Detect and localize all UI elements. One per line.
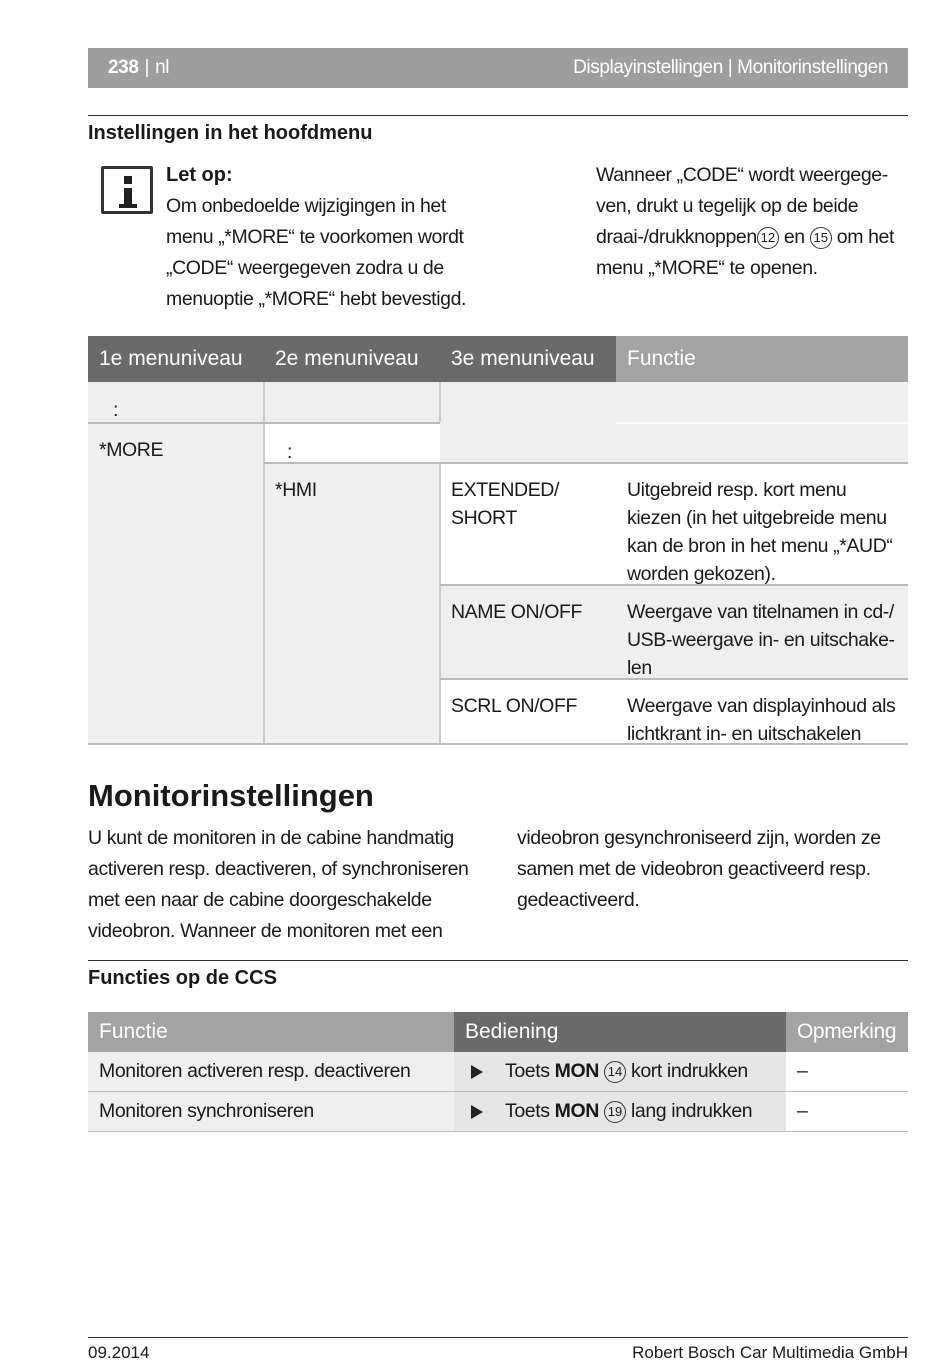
ccs-functions-table bbox=[88, 1012, 908, 1132]
text-line: U kunt de monitoren in de cabine handmatig bbox=[88, 827, 454, 849]
monitor-text-left bbox=[88, 823, 508, 947]
text-line bbox=[596, 222, 916, 253]
table-row bbox=[88, 1052, 908, 1092]
menu-level3-option: SCRL ON/OFF bbox=[451, 695, 577, 717]
text-line: menu „*MORE“ te openen. bbox=[596, 257, 818, 279]
text-line: videobron. Wanneer de monitoren met een bbox=[88, 920, 443, 942]
text-line: ven, drukt u tegelijk op de beide bbox=[596, 195, 859, 217]
info-icon bbox=[101, 166, 153, 214]
knob-number-badge: 15 bbox=[810, 227, 832, 249]
section-heading-ccs: Functies op de CCS bbox=[88, 967, 277, 989]
column-header: 2e menuniveau bbox=[264, 336, 440, 382]
knob-number-badge: 12 bbox=[757, 227, 779, 249]
menu-level3-option: NAME ON/OFF bbox=[451, 601, 583, 623]
note-line: menuoptie „*MORE“ hebt bevestigd. bbox=[166, 288, 467, 310]
ccs-function-cell: Monitoren synchroniseren bbox=[88, 1092, 454, 1131]
ccs-remark-cell: – bbox=[786, 1052, 908, 1091]
text-fragment: kort indrukken bbox=[625, 1060, 748, 1082]
table-row bbox=[88, 1092, 908, 1132]
section-heading-main-menu: Instellingen in het hoofdmenu bbox=[88, 122, 373, 144]
menu-level1-colon: : bbox=[113, 399, 119, 421]
menu-level2-colon: : bbox=[287, 441, 293, 463]
menu-level3-option: EXTENDED/ SHORT bbox=[451, 479, 560, 529]
key-label: MON bbox=[554, 1060, 599, 1082]
text-line: videobron gesynchroniseerd zijn, worden ze bbox=[517, 827, 881, 849]
key-number-badge: 14 bbox=[604, 1061, 626, 1083]
column-header: Functie bbox=[616, 336, 908, 382]
text-fragment: draai-/drukknoppen bbox=[596, 226, 757, 248]
ccs-operation-cell bbox=[454, 1092, 786, 1131]
page-number: 238 bbox=[108, 57, 139, 78]
footer-company: Robert Bosch Car Multimedia GmbH bbox=[632, 1343, 908, 1362]
menu-level1-more: *MORE bbox=[99, 439, 164, 461]
bullet-triangle-icon bbox=[471, 1065, 483, 1079]
footer-date: 09.2014 bbox=[88, 1343, 150, 1362]
footer-divider bbox=[88, 1337, 908, 1338]
note-box bbox=[166, 160, 486, 315]
note-line: menu „*MORE“ te voorkomen wordt bbox=[166, 226, 464, 248]
menu-table-header bbox=[88, 336, 908, 382]
text-line: gedeactiveerd. bbox=[517, 889, 640, 911]
monitor-text-right bbox=[517, 823, 917, 916]
key-number-badge: 19 bbox=[604, 1101, 626, 1123]
ccs-function-cell: Monitoren activeren resp. deactiveren bbox=[88, 1052, 454, 1091]
text-line: samen met de videobron geactiveerd resp. bbox=[517, 858, 871, 880]
menu-function-text: Uitgebreid resp. kort menu kiezen (in het uitgebreide menu kan de bron in het menu „*AUD“ worden gekozen). bbox=[627, 479, 893, 585]
section-title-monitor: Monitorinstellingen bbox=[88, 778, 374, 813]
section-path: Displayinstellingen | Monitorinstellingen bbox=[573, 57, 888, 78]
header-separator: | bbox=[144, 57, 150, 78]
column-header: Bediening bbox=[454, 1012, 786, 1052]
column-header: 1e menuniveau bbox=[88, 336, 264, 382]
ccs-table-header bbox=[88, 1012, 908, 1052]
ccs-operation-cell bbox=[454, 1052, 786, 1091]
column-header: 3e menuniveau bbox=[440, 336, 616, 382]
column-header: Functie bbox=[88, 1012, 454, 1052]
text-fragment: en bbox=[778, 226, 810, 248]
text-line: Wanneer „CODE“ wordt weergege- bbox=[596, 164, 888, 186]
text-fragment: Toets bbox=[505, 1060, 555, 1082]
ccs-remark-cell: – bbox=[786, 1092, 908, 1131]
text-fragment: Toets bbox=[505, 1100, 555, 1122]
menu-function-text: Weergave van displayinhoud als lichtkrant in- en uitschakelen bbox=[627, 695, 896, 745]
note-line: „CODE“ weergegeven zodra u de bbox=[166, 257, 444, 279]
language-code: nl bbox=[155, 57, 170, 78]
column-header: Opmerking bbox=[786, 1012, 908, 1052]
note-line: Om onbedoelde wijzigingen in het bbox=[166, 195, 446, 217]
text-line: met een naar de cabine doorgeschakelde bbox=[88, 889, 432, 911]
text-fragment: om het bbox=[831, 226, 894, 248]
bullet-triangle-icon bbox=[471, 1105, 483, 1119]
note-title: Let op: bbox=[166, 164, 233, 186]
text-line: activeren resp. deactiveren, of synchroniseren bbox=[88, 858, 469, 880]
menu-table bbox=[88, 336, 908, 746]
menu-level2-hmi: *HMI bbox=[275, 479, 317, 501]
text-fragment: lang indrukken bbox=[625, 1100, 753, 1122]
page-header bbox=[88, 48, 908, 88]
key-label: MON bbox=[554, 1100, 599, 1122]
divider bbox=[88, 115, 908, 116]
code-instructions bbox=[596, 160, 916, 284]
menu-function-text: Weergave van titelnamen in cd-/ USB-weergave in- en uitschake-len bbox=[627, 601, 895, 679]
divider bbox=[88, 960, 908, 961]
